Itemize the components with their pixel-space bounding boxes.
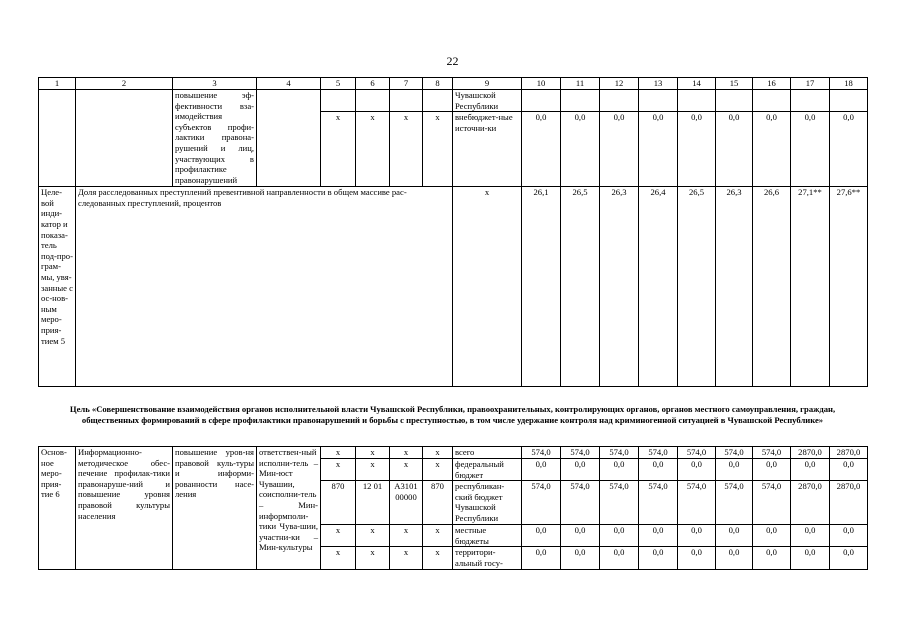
value-cell: 26,3 (716, 187, 753, 387)
value-cell: 0,0 (561, 525, 600, 547)
value-cell: 0,0 (791, 459, 830, 481)
value-cell: 0,0 (753, 112, 791, 187)
value-cell: 0,0 (561, 112, 600, 187)
program-table-top (38, 77, 868, 387)
value-cell: 0,0 (678, 525, 716, 547)
value-cell: 0,0 (600, 547, 639, 569)
value-cell: 0,0 (753, 459, 791, 481)
value-cell: 0,0 (791, 547, 830, 569)
funding-source-cell: всего (453, 447, 522, 459)
funding-source-cell: федеральный бюджет (453, 459, 522, 481)
value-cell: 574,0 (561, 481, 600, 525)
value-cell: 574,0 (678, 447, 716, 459)
column-header: 16 (753, 78, 791, 90)
code-cell: x (423, 112, 453, 187)
value-cell: 0,0 (600, 525, 639, 547)
value-cell: 0,0 (639, 525, 678, 547)
measure-result-cell: повышение уров-ня правовой куль-туры и информи-рованности насе-ления (173, 447, 257, 570)
value-cell: 574,0 (639, 447, 678, 459)
code-cell: x (356, 547, 390, 569)
code-cell: 12 01 (356, 481, 390, 525)
value-cell: 0,0 (830, 525, 868, 547)
code-cell: x (356, 112, 390, 187)
column-header: 12 (600, 78, 639, 90)
value-cell: 26,4 (639, 187, 678, 387)
goal-heading: Цель «Совершенствование взаимодействия органов исполнительной власти Чувашской Республики, правоохранительных, контролирующих органов, органов местного самоуправления, граждан, общественных формирований в сфере профилактики правонарушений и борьбы с преступностью, в том числе удержание контроля над криминогенной ситуацией в Чувашской Республике» (69, 404, 836, 425)
measure-result-cell: повышение эф-фективности вза-имодействия субъектов профи-лактики правона-рушений и лиц, участвующих в профилактике правонарушений (173, 90, 257, 187)
code-cell: x (423, 547, 453, 569)
value-cell: 26,5 (561, 187, 600, 387)
value-cell: 0,0 (791, 525, 830, 547)
column-header: 5 (321, 78, 356, 90)
empty-cell (76, 90, 173, 187)
code-cell: x (390, 459, 423, 481)
indicator-text-cell: Доля расследованных преступлений превентивной направленности в общем массиве рас-следованных преступлений, процентов (76, 187, 453, 387)
value-cell: 0,0 (678, 112, 716, 187)
indicator-row (39, 187, 868, 387)
funding-source-cell: территори-альный госу- (453, 547, 522, 569)
value-cell: 574,0 (753, 447, 791, 459)
value-cell: 0,0 (561, 547, 600, 569)
column-header: 2 (76, 78, 173, 90)
value-cell: 574,0 (716, 447, 753, 459)
value-cell: 0,0 (830, 112, 868, 187)
value-cell: 574,0 (600, 447, 639, 459)
value-cell: 0,0 (716, 547, 753, 569)
value-cell: 574,0 (561, 447, 600, 459)
program-table-bottom (38, 446, 868, 570)
value-cell: 0,0 (716, 459, 753, 481)
code-cell: x (423, 447, 453, 459)
value-cell: 27,1** (791, 187, 830, 387)
value-cell: 0,0 (600, 112, 639, 187)
code-cell: 870 (423, 481, 453, 525)
value-cell: 0,0 (639, 112, 678, 187)
table-row (39, 90, 868, 112)
measure-name-cell: Информационно-методическое обес-печение профилак-тики правонаруше-ний и повышение уровня правовой культуры населения (76, 447, 173, 570)
column-header: 17 (791, 78, 830, 90)
funding-source-cell: Чувашской Республики (453, 90, 522, 112)
value-cell: 0,0 (830, 547, 868, 569)
value-cell: 574,0 (753, 481, 791, 525)
value-cell: 0,0 (522, 112, 561, 187)
value-cell: 0,0 (678, 547, 716, 569)
code-cell: x (390, 447, 423, 459)
code-cell: x (321, 447, 356, 459)
value-cell: 0,0 (678, 459, 716, 481)
value-cell: 0,0 (639, 547, 678, 569)
value-cell: 0,0 (639, 459, 678, 481)
code-cell: 870 (321, 481, 356, 525)
value-cell: 0,0 (561, 459, 600, 481)
code-cell: x (321, 525, 356, 547)
column-header: 10 (522, 78, 561, 90)
value-cell: 26,6 (753, 187, 791, 387)
value-cell: 2870,0 (791, 447, 830, 459)
column-header: 14 (678, 78, 716, 90)
empty-cell (39, 90, 76, 187)
code-cell: x (356, 459, 390, 481)
column-header: 3 (173, 78, 257, 90)
indicator-col9-cell: x (453, 187, 522, 387)
value-cell: 27,6** (830, 187, 868, 387)
column-number-row (39, 78, 868, 90)
value-cell: 0,0 (753, 547, 791, 569)
column-header: 9 (453, 78, 522, 90)
empty-cell (257, 90, 321, 187)
code-cell: x (390, 525, 423, 547)
code-cell: x (390, 547, 423, 569)
value-cell: 574,0 (716, 481, 753, 525)
empty-cell (390, 90, 423, 112)
code-cell: x (356, 447, 390, 459)
value-cell: 2870,0 (830, 481, 868, 525)
value-cell: 0,0 (522, 547, 561, 569)
measure-number-cell: Основ-ное меро-прия-тие 6 (39, 447, 76, 570)
column-header: 11 (561, 78, 600, 90)
value-cell: 0,0 (830, 459, 868, 481)
value-cell: 26,3 (600, 187, 639, 387)
value-cell: 26,1 (522, 187, 561, 387)
value-cell: 574,0 (522, 447, 561, 459)
funding-source-cell: местные бюджеты (453, 525, 522, 547)
column-header: 6 (356, 78, 390, 90)
column-header: 4 (257, 78, 321, 90)
value-cell: 0,0 (716, 112, 753, 187)
value-cell: 2870,0 (830, 447, 868, 459)
indicator-label-cell: Целе-вой инди-катор и показа-тель под-про-грам-мы, увя-занные с ос-нов-ным меро-прия-тием 5 (39, 187, 76, 387)
code-cell: x (321, 459, 356, 481)
code-cell: x (390, 112, 423, 187)
column-header: 8 (423, 78, 453, 90)
value-cell: 574,0 (600, 481, 639, 525)
value-cell: 0,0 (753, 525, 791, 547)
empty-cell (423, 90, 453, 112)
value-cell: 574,0 (639, 481, 678, 525)
code-cell: А3101 00000 (390, 481, 423, 525)
value-cell: 0,0 (791, 112, 830, 187)
code-cell: x (423, 459, 453, 481)
funding-source-cell: республикан-ский бюджет Чувашской Республики (453, 481, 522, 525)
code-cell: x (321, 547, 356, 569)
value-cell: 2870,0 (791, 481, 830, 525)
column-header: 18 (830, 78, 868, 90)
table-row (39, 447, 868, 459)
value-cell: 0,0 (522, 459, 561, 481)
code-cell: x (321, 112, 356, 187)
column-header: 13 (639, 78, 678, 90)
measure-executors-cell: ответствен-ный исполни-тель – Мин-юст Чувашии, соисполни-тель – Мин-информпoли-тики Чува-шии, участни-ки – Мин-культуры (257, 447, 321, 570)
value-cell: 574,0 (522, 481, 561, 525)
value-cell: 0,0 (600, 459, 639, 481)
column-header: 7 (390, 78, 423, 90)
value-cell: 0,0 (716, 525, 753, 547)
code-cell: x (356, 525, 390, 547)
empty-cell (356, 90, 390, 112)
value-cell: 574,0 (678, 481, 716, 525)
page-number: 22 (446, 54, 459, 68)
code-cell: x (423, 525, 453, 547)
funding-source-cell: внебюджет-ные источни-ки (453, 112, 522, 187)
column-header: 1 (39, 78, 76, 90)
value-cell: 0,0 (522, 525, 561, 547)
empty-cell (321, 90, 356, 112)
value-cell: 26,5 (678, 187, 716, 387)
column-header: 15 (716, 78, 753, 90)
